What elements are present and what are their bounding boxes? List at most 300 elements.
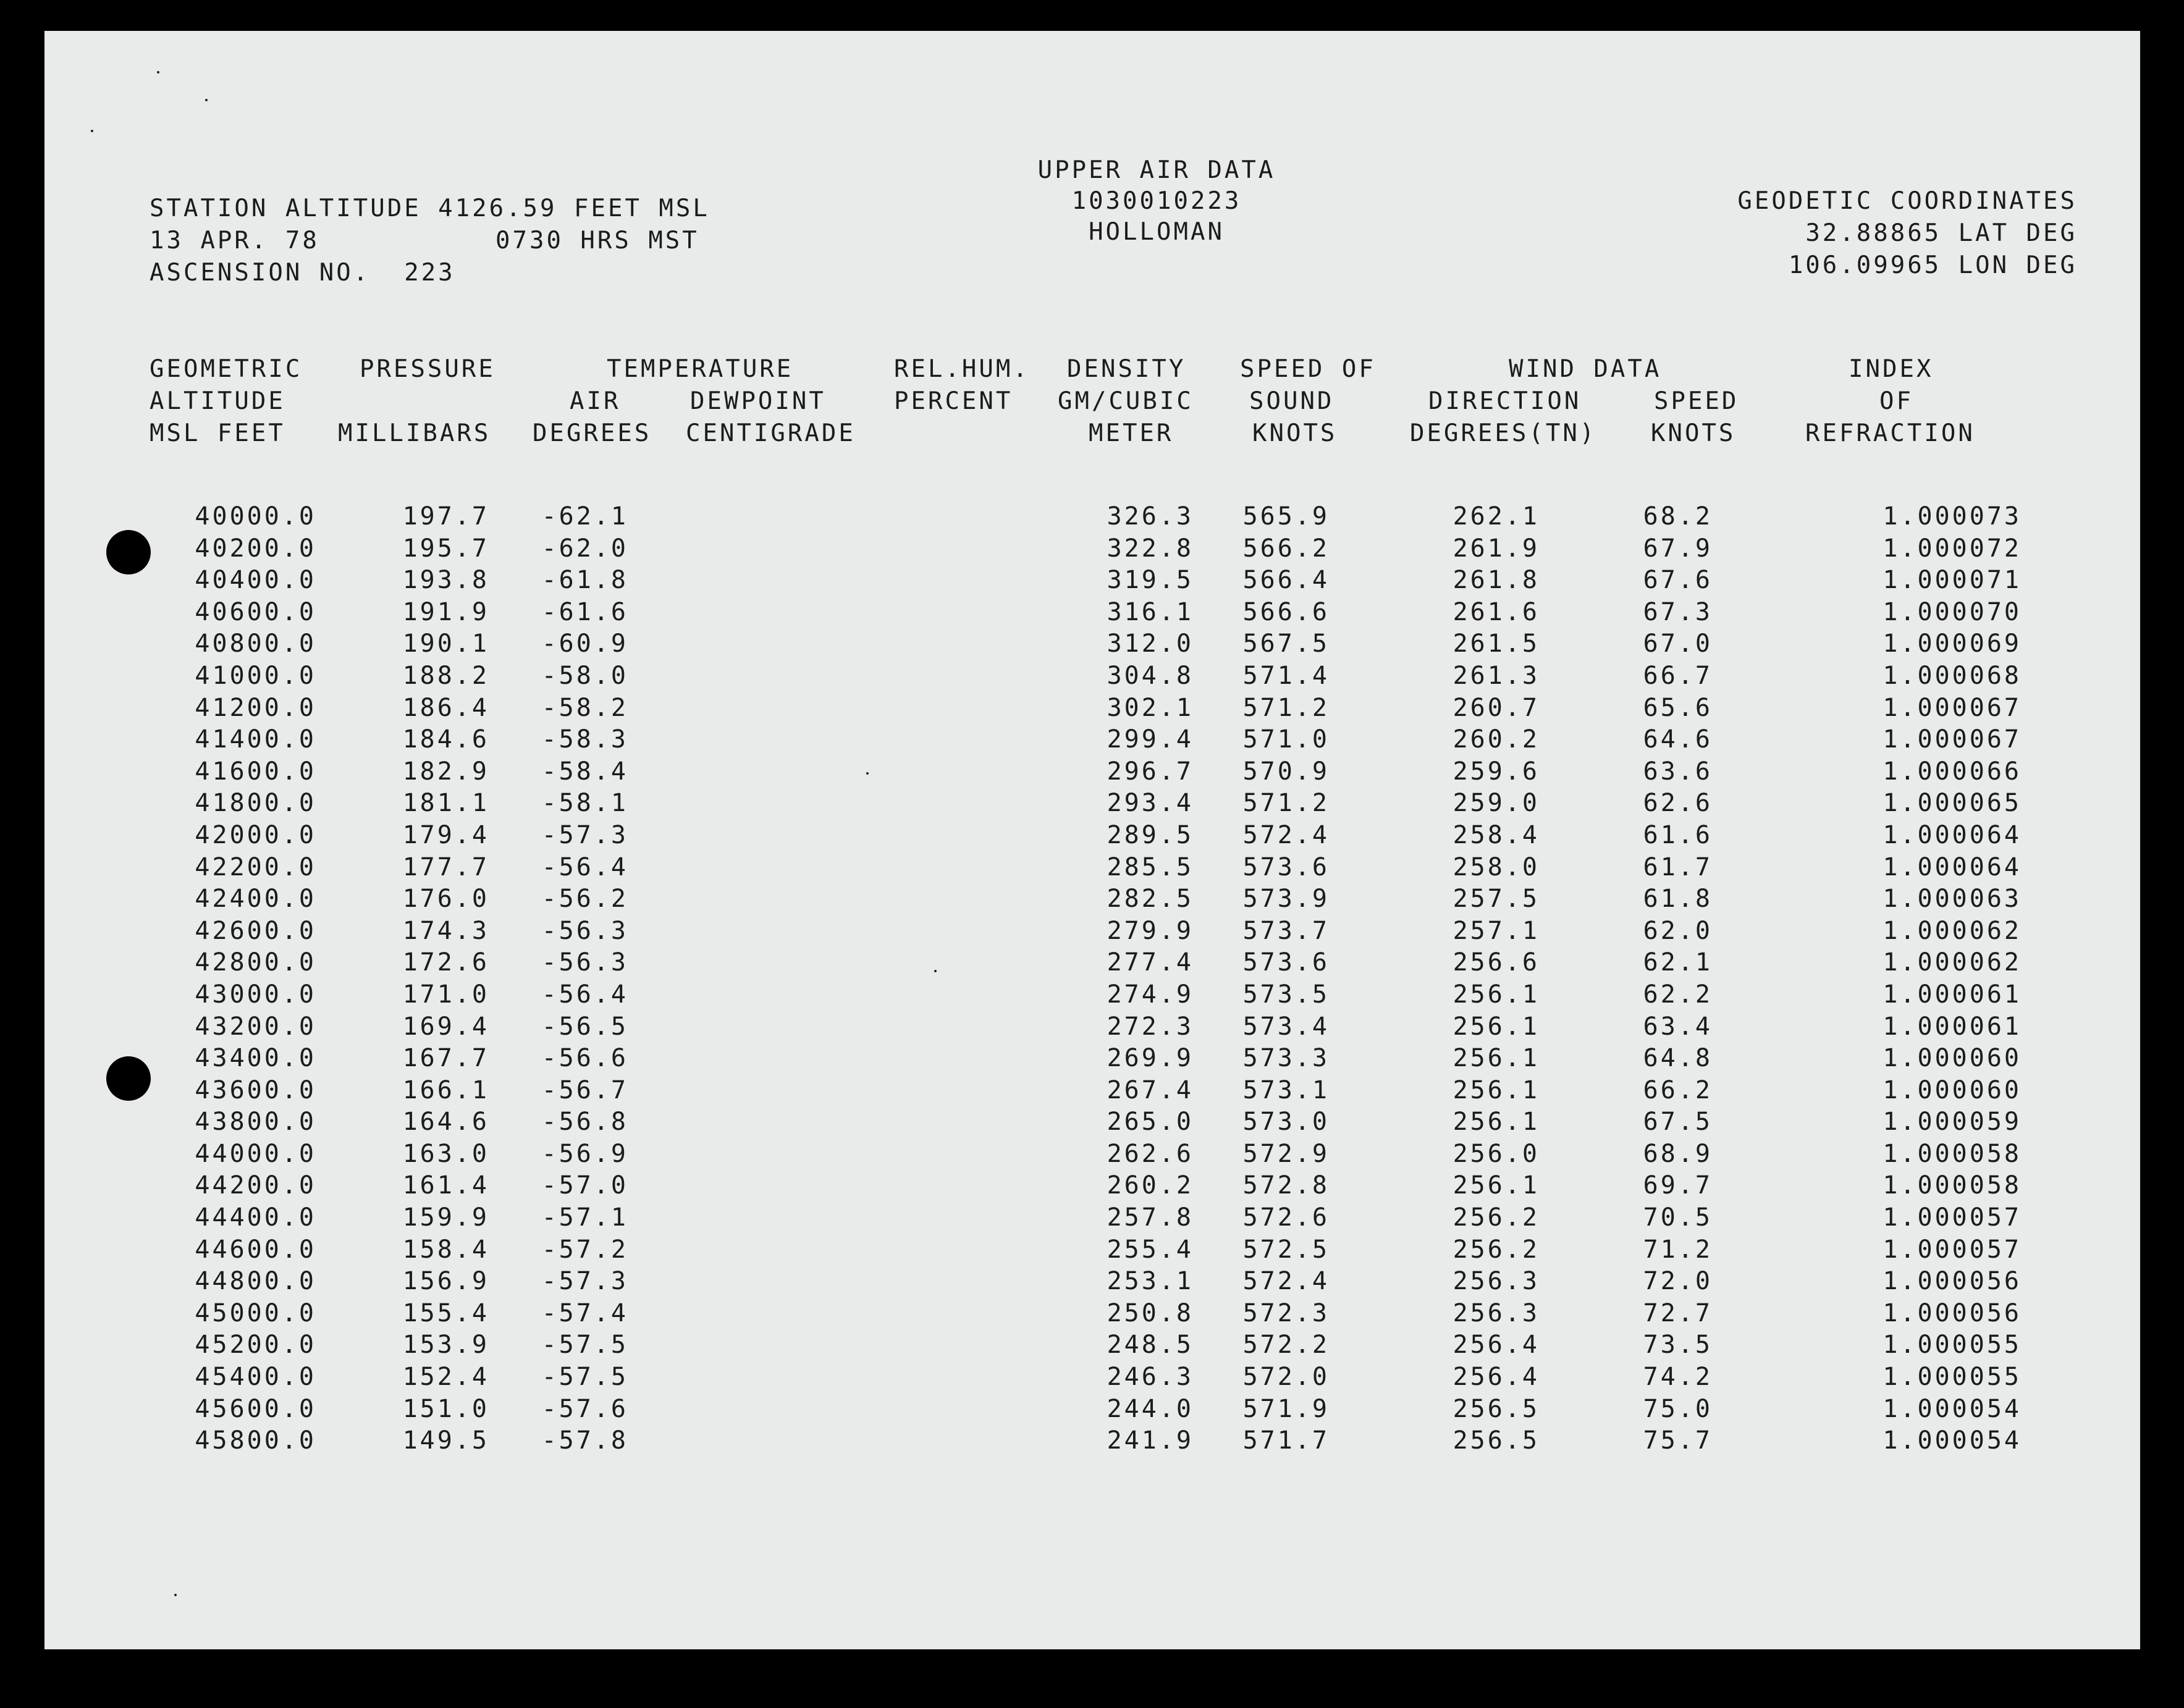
density-cell: 253.1 [1107, 1267, 1194, 1296]
density-cell: 255.4 [1107, 1235, 1194, 1264]
sound-speed-cell: 573.9 [1242, 885, 1330, 914]
pressure-cell: 179.4 [402, 820, 489, 849]
air-temp-cell: -58.3 [541, 725, 628, 754]
refraction-index-cell: 1.000071 [1883, 566, 2022, 595]
refraction-index-cell: 1.000067 [1883, 693, 2022, 722]
refraction-index-cell: 1.000059 [1883, 1108, 2022, 1137]
wind-direction-cell: 259.6 [1452, 757, 1540, 786]
air-temp-cell: -56.4 [541, 980, 628, 1009]
sound-speed-cell: 572.4 [1242, 1267, 1330, 1296]
density-cell: 269.9 [1107, 1044, 1194, 1073]
wind-speed-cell: 67.0 [1643, 629, 1713, 658]
wind-speed-cell: 72.7 [1643, 1298, 1713, 1327]
pressure-cell: 190.1 [402, 629, 489, 658]
table-row [44, 1329, 2140, 1361]
altitude-cell: 44600.0 [195, 1235, 316, 1264]
col-air-line2: DEGREES [533, 419, 652, 447]
pressure-cell: 171.0 [402, 980, 489, 1009]
pressure-cell: 158.4 [402, 1235, 489, 1264]
air-temp-cell: -56.3 [541, 948, 628, 977]
refraction-index-cell: 1.000060 [1883, 1044, 2022, 1073]
pressure-cell: 152.4 [402, 1363, 489, 1392]
table-row [44, 915, 2140, 947]
air-temp-cell: -56.7 [541, 1075, 628, 1104]
col-pressure-line3: MILLIBARS [338, 419, 491, 447]
sound-speed-cell: 570.9 [1242, 757, 1330, 786]
altitude-cell: 43000.0 [195, 980, 316, 1009]
col-wind: WIND DATA [1509, 355, 1662, 383]
altitude-cell: 43400.0 [195, 1044, 316, 1073]
refraction-index-cell: 1.000061 [1883, 1012, 2022, 1041]
speck [174, 1594, 177, 1596]
altitude-cell: 44800.0 [195, 1267, 316, 1296]
pressure-cell: 153.9 [402, 1331, 489, 1360]
wind-speed-cell: 63.6 [1643, 757, 1713, 786]
refraction-index-cell: 1.000066 [1883, 757, 2022, 786]
table-row [44, 755, 2140, 788]
wind-direction-cell: 257.5 [1452, 885, 1540, 914]
density-cell: 296.7 [1107, 757, 1194, 786]
wind-direction-cell: 256.1 [1452, 980, 1540, 1009]
wind-speed-cell: 62.2 [1643, 980, 1713, 1009]
wind-direction-cell: 256.2 [1452, 1203, 1540, 1232]
wind-direction-cell: 258.0 [1452, 852, 1540, 881]
density-cell: 246.3 [1107, 1363, 1194, 1392]
refraction-index-cell: 1.000054 [1883, 1426, 2022, 1455]
pressure-cell: 186.4 [402, 693, 489, 722]
refraction-index-cell: 1.000054 [1883, 1394, 2022, 1423]
table-row [44, 1361, 2140, 1393]
wind-speed-cell: 64.6 [1643, 725, 1713, 754]
air-temp-cell: -62.1 [541, 502, 628, 531]
table-row [44, 1169, 2140, 1201]
wind-direction-cell: 256.1 [1452, 1012, 1540, 1041]
pressure-cell: 163.0 [402, 1139, 489, 1168]
table-row [44, 596, 2140, 628]
air-temp-cell: -60.9 [541, 629, 628, 658]
sound-speed-cell: 572.0 [1242, 1363, 1330, 1392]
report-site: HOLLOMAN [1089, 218, 1225, 246]
col-altitude-line3: MSL FEET [150, 419, 285, 447]
air-temp-cell: -57.2 [541, 1235, 628, 1264]
air-temp-cell: -58.1 [541, 789, 628, 818]
altitude-cell: 40600.0 [195, 597, 316, 626]
station-altitude: STATION ALTITUDE 4126.59 FEET MSL [150, 195, 710, 222]
air-temp-cell: -57.8 [541, 1426, 628, 1455]
air-temp-cell: -57.1 [541, 1203, 628, 1232]
table-row [44, 1011, 2140, 1043]
altitude-cell: 45200.0 [195, 1331, 316, 1360]
pressure-cell: 159.9 [402, 1203, 489, 1232]
wind-speed-cell: 64.8 [1643, 1044, 1713, 1073]
wind-speed-cell: 71.2 [1643, 1235, 1713, 1264]
table-row [44, 723, 2140, 755]
refraction-index-cell: 1.000060 [1883, 1075, 2022, 1104]
air-temp-cell: -57.6 [541, 1394, 628, 1423]
table-row [44, 660, 2140, 692]
table-row [44, 564, 2140, 596]
air-temp-cell: -56.5 [541, 1012, 628, 1041]
latitude: 32.88865 LAT DEG [1805, 219, 2077, 247]
table-row [44, 532, 2140, 565]
table-row [44, 500, 2140, 532]
sound-speed-cell: 571.0 [1242, 725, 1330, 754]
col-pressure-line1: PRESSURE [360, 355, 495, 383]
table-row [44, 1138, 2140, 1170]
col-wind-speed-line2: KNOTS [1651, 419, 1736, 447]
col-relhum-line1: REL.HUM. [894, 355, 1030, 383]
table-row [44, 851, 2140, 883]
col-altitude-line2: ALTITUDE [150, 387, 285, 415]
sound-speed-cell: 571.7 [1242, 1426, 1330, 1455]
wind-direction-cell: 256.1 [1452, 1075, 1540, 1104]
sound-speed-cell: 573.6 [1242, 948, 1330, 977]
sound-speed-cell: 572.6 [1242, 1203, 1330, 1232]
wind-speed-cell: 63.4 [1643, 1012, 1713, 1041]
table-row [44, 1424, 2140, 1457]
pressure-cell: 193.8 [402, 566, 489, 595]
wind-direction-cell: 261.3 [1452, 661, 1540, 690]
pressure-cell: 177.7 [402, 852, 489, 881]
refraction-index-cell: 1.000062 [1883, 916, 2022, 945]
density-cell: 260.2 [1107, 1171, 1194, 1200]
data-table [44, 500, 2140, 1457]
sound-speed-cell: 572.9 [1242, 1139, 1330, 1168]
density-cell: 282.5 [1107, 885, 1194, 914]
altitude-cell: 43200.0 [195, 1012, 316, 1041]
col-density-line3: METER [1089, 419, 1174, 447]
wind-speed-cell: 62.1 [1643, 948, 1713, 977]
col-sound-line3: KNOTS [1252, 419, 1338, 447]
air-temp-cell: -61.8 [541, 566, 628, 595]
refraction-index-cell: 1.000055 [1883, 1363, 2022, 1392]
col-air-line1: AIR [570, 387, 621, 415]
refraction-index-cell: 1.000073 [1883, 502, 2022, 531]
refraction-index-cell: 1.000061 [1883, 980, 2022, 1009]
table-row [44, 628, 2140, 660]
table-row [44, 946, 2140, 978]
col-sound-line2: SOUND [1249, 387, 1334, 415]
air-temp-cell: -57.3 [541, 820, 628, 849]
sound-speed-cell: 571.4 [1242, 661, 1330, 690]
pressure-cell: 188.2 [402, 661, 489, 690]
wind-direction-cell: 256.5 [1452, 1426, 1540, 1455]
table-row [44, 883, 2140, 915]
wind-speed-cell: 68.9 [1643, 1139, 1713, 1168]
density-cell: 248.5 [1107, 1331, 1194, 1360]
table-row [44, 1234, 2140, 1266]
speck [157, 71, 159, 74]
altitude-cell: 43600.0 [195, 1075, 316, 1104]
wind-direction-cell: 260.7 [1452, 693, 1540, 722]
refraction-index-cell: 1.000058 [1883, 1139, 2022, 1168]
wind-direction-cell: 259.0 [1452, 789, 1540, 818]
col-density-line2: GM/CUBIC [1058, 387, 1194, 415]
refraction-index-cell: 1.000056 [1883, 1298, 2022, 1327]
wind-speed-cell: 74.2 [1643, 1363, 1713, 1392]
altitude-cell: 41200.0 [195, 693, 316, 722]
col-relhum-line2: PERCENT [894, 387, 1013, 415]
speck [205, 99, 208, 101]
altitude-cell: 40200.0 [195, 534, 316, 563]
wind-speed-cell: 67.6 [1643, 566, 1713, 595]
pressure-cell: 182.9 [402, 757, 489, 786]
refraction-index-cell: 1.000067 [1883, 725, 2022, 754]
wind-direction-cell: 256.1 [1452, 1044, 1540, 1073]
sound-speed-cell: 571.2 [1242, 789, 1330, 818]
col-index-line1: INDEX [1849, 355, 1934, 383]
wind-direction-cell: 256.0 [1452, 1139, 1540, 1168]
altitude-cell: 42000.0 [195, 820, 316, 849]
density-cell: 257.8 [1107, 1203, 1194, 1232]
pressure-cell: 169.4 [402, 1012, 489, 1041]
air-temp-cell: -58.4 [541, 757, 628, 786]
density-cell: 299.4 [1107, 725, 1194, 754]
altitude-cell: 45800.0 [195, 1426, 316, 1455]
refraction-index-cell: 1.000072 [1883, 534, 2022, 563]
ascension-number: ASCENSION NO. 223 [150, 259, 455, 287]
altitude-cell: 45400.0 [195, 1363, 316, 1392]
altitude-cell: 43800.0 [195, 1108, 316, 1137]
wind-direction-cell: 261.9 [1452, 534, 1540, 563]
table-row [44, 1201, 2140, 1234]
table-row [44, 1393, 2140, 1425]
density-cell: 285.5 [1107, 852, 1194, 881]
col-altitude-line1: GEOMETRIC [150, 355, 303, 383]
density-cell: 302.1 [1107, 693, 1194, 722]
altitude-cell: 45000.0 [195, 1298, 316, 1327]
air-temp-cell: -56.9 [541, 1139, 628, 1168]
sound-speed-cell: 573.5 [1242, 980, 1330, 1009]
wind-direction-cell: 256.1 [1452, 1108, 1540, 1137]
wind-speed-cell: 68.2 [1643, 502, 1713, 531]
sound-speed-cell: 565.9 [1242, 502, 1330, 531]
wind-direction-cell: 258.4 [1452, 820, 1540, 849]
pressure-cell: 174.3 [402, 916, 489, 945]
col-direction-line1: DIRECTION [1428, 387, 1582, 415]
density-cell: 293.4 [1107, 789, 1194, 818]
air-temp-cell: -62.0 [541, 534, 628, 563]
table-row [44, 1297, 2140, 1329]
sound-speed-cell: 566.2 [1242, 534, 1330, 563]
wind-direction-cell: 256.4 [1452, 1363, 1540, 1392]
density-cell: 316.1 [1107, 597, 1194, 626]
air-temp-cell: -56.8 [541, 1108, 628, 1137]
wind-speed-cell: 61.8 [1643, 885, 1713, 914]
pressure-cell: 161.4 [402, 1171, 489, 1200]
wind-direction-cell: 261.8 [1452, 566, 1540, 595]
density-cell: 304.8 [1107, 661, 1194, 690]
sound-speed-cell: 571.2 [1242, 693, 1330, 722]
pressure-cell: 181.1 [402, 789, 489, 818]
wind-speed-cell: 75.7 [1643, 1426, 1713, 1455]
sound-speed-cell: 573.0 [1242, 1108, 1330, 1137]
col-wind-speed-line1: SPEED [1654, 387, 1739, 415]
data-sheet [44, 31, 2140, 1649]
wind-speed-cell: 67.5 [1643, 1108, 1713, 1137]
wind-direction-cell: 261.5 [1452, 629, 1540, 658]
altitude-cell: 44200.0 [195, 1171, 316, 1200]
air-temp-cell: -56.3 [541, 916, 628, 945]
refraction-index-cell: 1.000055 [1883, 1331, 2022, 1360]
col-direction-line2: DEGREES(TN) [1410, 419, 1597, 447]
wind-direction-cell: 261.6 [1452, 597, 1540, 626]
refraction-index-cell: 1.000057 [1883, 1203, 2022, 1232]
altitude-cell: 42800.0 [195, 948, 316, 977]
air-temp-cell: -61.6 [541, 597, 628, 626]
pressure-cell: 164.6 [402, 1108, 489, 1137]
longitude: 106.09965 LON DEG [1788, 251, 2077, 279]
pressure-cell: 195.7 [402, 534, 489, 563]
wind-speed-cell: 65.6 [1643, 693, 1713, 722]
wind-direction-cell: 256.4 [1452, 1331, 1540, 1360]
wind-speed-cell: 72.0 [1643, 1267, 1713, 1296]
altitude-cell: 40000.0 [195, 502, 316, 531]
refraction-index-cell: 1.000068 [1883, 661, 2022, 690]
refraction-index-cell: 1.000069 [1883, 629, 2022, 658]
density-cell: 326.3 [1107, 502, 1194, 531]
refraction-index-cell: 1.000056 [1883, 1267, 2022, 1296]
report-code: 1030010223 [1071, 187, 1242, 215]
altitude-cell: 41400.0 [195, 725, 316, 754]
col-dewpoint-line2: CENTIGRADE [686, 419, 856, 447]
air-temp-cell: -56.4 [541, 852, 628, 881]
wind-speed-cell: 67.3 [1643, 597, 1713, 626]
refraction-index-cell: 1.000057 [1883, 1235, 2022, 1264]
sound-speed-cell: 573.7 [1242, 916, 1330, 945]
density-cell: 250.8 [1107, 1298, 1194, 1327]
sound-speed-cell: 572.8 [1242, 1171, 1330, 1200]
sound-speed-cell: 566.4 [1242, 566, 1330, 595]
density-cell: 274.9 [1107, 980, 1194, 1009]
pressure-cell: 155.4 [402, 1298, 489, 1327]
refraction-index-cell: 1.000065 [1883, 789, 2022, 818]
altitude-cell: 41800.0 [195, 789, 316, 818]
table-row [44, 692, 2140, 724]
pressure-cell: 191.9 [402, 597, 489, 626]
pressure-cell: 172.6 [402, 948, 489, 977]
table-row [44, 1074, 2140, 1106]
density-cell: 319.5 [1107, 566, 1194, 595]
air-temp-cell: -56.2 [541, 885, 628, 914]
refraction-index-cell: 1.000062 [1883, 948, 2022, 977]
wind-direction-cell: 256.1 [1452, 1171, 1540, 1200]
wind-direction-cell: 256.6 [1452, 948, 1540, 977]
col-sound-line1: SPEED OF [1240, 355, 1376, 383]
wind-speed-cell: 67.9 [1643, 534, 1713, 563]
wind-speed-cell: 66.7 [1643, 661, 1713, 690]
wind-direction-cell: 256.5 [1452, 1394, 1540, 1423]
altitude-cell: 45600.0 [195, 1394, 316, 1423]
launch-date: 13 APR. 78 [150, 227, 319, 255]
wind-speed-cell: 70.5 [1643, 1203, 1713, 1232]
refraction-index-cell: 1.000064 [1883, 852, 2022, 881]
sound-speed-cell: 572.3 [1242, 1298, 1330, 1327]
altitude-cell: 42200.0 [195, 852, 316, 881]
wind-speed-cell: 62.0 [1643, 916, 1713, 945]
density-cell: 312.0 [1107, 629, 1194, 658]
table-row [44, 787, 2140, 819]
air-temp-cell: -57.5 [541, 1363, 628, 1392]
density-cell: 241.9 [1107, 1426, 1194, 1455]
altitude-cell: 44400.0 [195, 1203, 316, 1232]
altitude-cell: 41000.0 [195, 661, 316, 690]
air-temp-cell: -58.0 [541, 661, 628, 690]
wind-speed-cell: 61.7 [1643, 852, 1713, 881]
wind-direction-cell: 260.2 [1452, 725, 1540, 754]
sound-speed-cell: 572.5 [1242, 1235, 1330, 1264]
wind-direction-cell: 257.1 [1452, 916, 1540, 945]
density-cell: 272.3 [1107, 1012, 1194, 1041]
sound-speed-cell: 573.1 [1242, 1075, 1330, 1104]
table-row [44, 1042, 2140, 1074]
air-temp-cell: -57.0 [541, 1171, 628, 1200]
wind-speed-cell: 69.7 [1643, 1171, 1713, 1200]
refraction-index-cell: 1.000063 [1883, 885, 2022, 914]
altitude-cell: 42400.0 [195, 885, 316, 914]
altitude-cell: 42600.0 [195, 916, 316, 945]
pressure-cell: 176.0 [402, 885, 489, 914]
density-cell: 244.0 [1107, 1394, 1194, 1423]
air-temp-cell: -57.4 [541, 1298, 628, 1327]
sound-speed-cell: 571.9 [1242, 1394, 1330, 1423]
sound-speed-cell: 572.4 [1242, 820, 1330, 849]
wind-direction-cell: 256.2 [1452, 1235, 1540, 1264]
altitude-cell: 40800.0 [195, 629, 316, 658]
wind-speed-cell: 75.0 [1643, 1394, 1713, 1423]
wind-speed-cell: 73.5 [1643, 1331, 1713, 1360]
launch-time: 0730 HRS MST [495, 227, 699, 255]
col-index-line2: OF [1879, 387, 1913, 415]
sound-speed-cell: 573.3 [1242, 1044, 1330, 1073]
sound-speed-cell: 573.4 [1242, 1012, 1330, 1041]
air-temp-cell: -56.6 [541, 1044, 628, 1073]
table-row [44, 819, 2140, 851]
speck [91, 130, 93, 132]
table-row [44, 978, 2140, 1011]
wind-direction-cell: 256.3 [1452, 1267, 1540, 1296]
pressure-cell: 156.9 [402, 1267, 489, 1296]
wind-speed-cell: 62.6 [1643, 789, 1713, 818]
col-index-line3: REFRACTION [1805, 419, 1975, 447]
density-cell: 277.4 [1107, 948, 1194, 977]
col-density-line1: DENSITY [1067, 355, 1186, 383]
pressure-cell: 197.7 [402, 502, 489, 531]
density-cell: 265.0 [1107, 1108, 1194, 1137]
wind-speed-cell: 61.6 [1643, 820, 1713, 849]
table-row [44, 1265, 2140, 1297]
wind-direction-cell: 262.1 [1452, 502, 1540, 531]
refraction-index-cell: 1.000070 [1883, 597, 2022, 626]
wind-direction-cell: 256.3 [1452, 1298, 1540, 1327]
pressure-cell: 167.7 [402, 1044, 489, 1073]
air-temp-cell: -57.5 [541, 1331, 628, 1360]
sound-speed-cell: 572.2 [1242, 1331, 1330, 1360]
pressure-cell: 149.5 [402, 1426, 489, 1455]
table-row [44, 1106, 2140, 1138]
density-cell: 267.4 [1107, 1075, 1194, 1104]
density-cell: 289.5 [1107, 820, 1194, 849]
altitude-cell: 40400.0 [195, 566, 316, 595]
density-cell: 322.8 [1107, 534, 1194, 563]
col-temperature: TEMPERATURE [607, 355, 794, 383]
refraction-index-cell: 1.000064 [1883, 820, 2022, 849]
density-cell: 279.9 [1107, 916, 1194, 945]
air-temp-cell: -57.3 [541, 1267, 628, 1296]
altitude-cell: 44000.0 [195, 1139, 316, 1168]
altitude-cell: 41600.0 [195, 757, 316, 786]
report-title: UPPER AIR DATA [1037, 156, 1276, 184]
